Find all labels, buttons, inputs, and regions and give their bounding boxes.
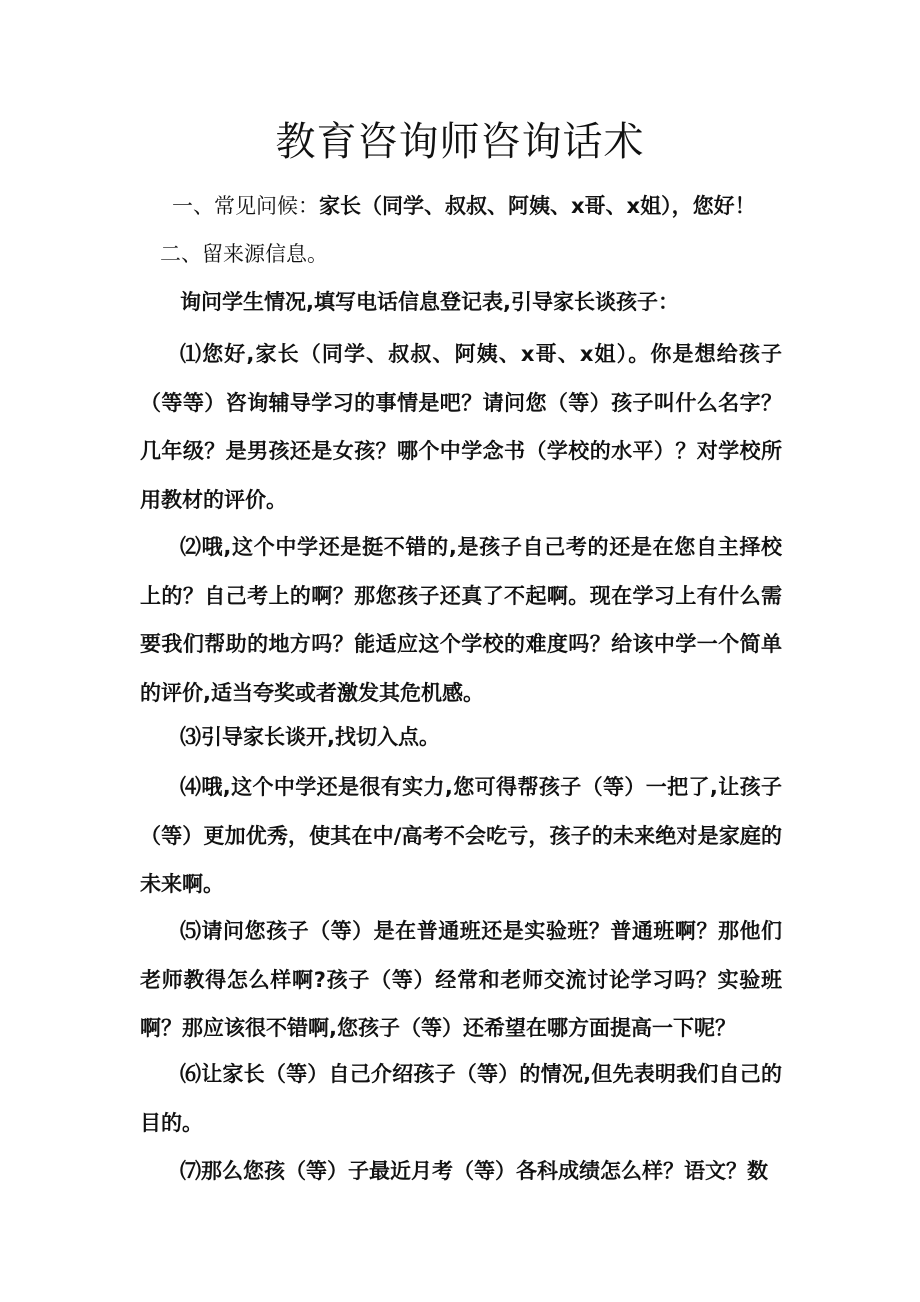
source-info-heading: 二、留来源信息。 bbox=[160, 242, 328, 266]
paragraph-2: ⑵哦,这个中学还是挺不错的,是孩子自己考的还是在您自主择校上的？自己考上的啊？那您孩子还真了不起啊。现在学习上有什么需要我们帮助的地方吗？能适应这个学校的难度吗？给该中学一个简单的评价,适当夸奖或者激发其危机感。 bbox=[140, 535, 782, 705]
paragraph-3: ⑶引导家长谈开,找切入点。 bbox=[180, 725, 440, 749]
paragraph-4: ⑷哦,这个中学还是很有实力,您可得帮孩子（等）一把了,让孩子（等）更加优秀，使其在中/高考不会吃亏，孩子的未来绝对是家庭的未来啊。 bbox=[140, 775, 782, 896]
greeting-line bbox=[172, 192, 756, 220]
paragraph-7: ⑺那么您孩（等）子最近月考（等）各科成绩怎么样？语文？数 bbox=[180, 1159, 768, 1183]
intro-line: 询问学生情况,填写电话信息登记表,引导家长谈孩子： bbox=[180, 290, 679, 314]
page-title: 教育咨询师咨询话术 bbox=[275, 119, 645, 165]
paragraph-6: ⑹让家长（等）自己介绍孩子（等）的情况,但先表明我们自己的目的。 bbox=[140, 1062, 782, 1135]
paragraph-1: ⑴您好,家长（同学、叔叔、阿姨、x哥、x姐）。你是想给孩子（等等）咨询辅导学习的事情是吧？请问您（等）孩子叫什么名字？几年级？是男孩还是女孩？哪个中学念书（学校的水平）？对学校所用教材的评价。 bbox=[140, 342, 782, 512]
greeting-text: 家长（同学、叔叔、阿姨、x哥、x姐），您好！ bbox=[319, 194, 756, 218]
paragraph-5: ⑸请问您孩子（等）是在普通班还是实验班？普通班啊？那他们老师教得怎么样啊?孩子（等）经常和老师交流讨论学习吗？实验班啊？那应该很不错啊,您孩子（等）还希望在哪方面提高一下呢？ bbox=[140, 919, 782, 1040]
greeting-prefix: 一、常见问候： bbox=[172, 194, 319, 218]
